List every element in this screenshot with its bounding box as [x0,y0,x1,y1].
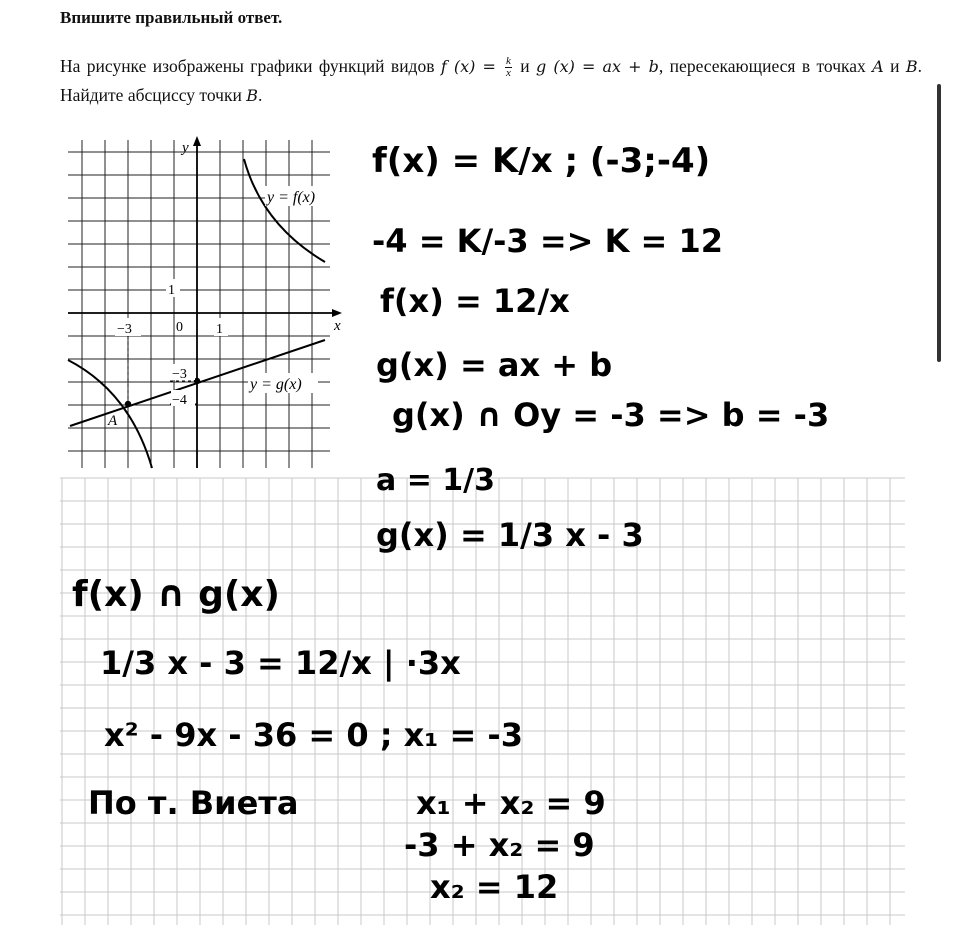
x-axis-arrow [332,309,342,317]
solution-line-8: f(x) ∩ g(x) [72,574,280,615]
tick-y-1: 1 [168,283,175,298]
point-a-label: A [108,413,118,429]
tick-x-neg3: −3 [117,322,132,337]
tick-y-neg3: −3 [172,367,187,382]
y-axis-label: y [182,140,189,156]
problem-text: На рисунке изображены графики функций видов [60,56,441,76]
solution-line-9: 1/3 x - 3 = 12/x | ·3x [100,644,461,682]
solution-line-5: g(x) ∩ Oy = -3 => b = -3 [392,396,830,434]
tick-y-neg4: −4 [172,393,187,408]
g-definition: g (x) = ax + b [536,57,659,76]
solution-line-13: -3 + x₂ = 9 [404,826,595,864]
solution-line-1: f(x) = K/x ; (-3;-4) [372,141,711,181]
line-g-label: y = g(x) [250,376,302,393]
task-heading: Впишите правильный ответ. [60,8,283,27]
point-a [125,401,131,407]
function-graph [68,136,342,468]
solution-line-11: По т. Виета [88,784,299,822]
solution-line-2: -4 = K/-3 => K = 12 [372,222,723,260]
point-a-ref: A [872,57,884,76]
problem-statement: На рисунке изображены графики функций видов f (x) = $\frac{k}{x}$ и g (x) = ax + b, пересекающиеся в точках A и B. Найдите абсциссу точки B. [60,55,923,105]
curve-f-label: y = f(x) [267,189,316,206]
f-definition: f (x) = [440,57,503,76]
solution-line-14: x₂ = 12 [430,868,559,906]
k-over-x-fraction: $\frac{k}{x}$ [506,55,511,80]
point-b-ref: B [905,57,918,76]
tick-origin: 0 [176,320,183,335]
solution-line-6: a = 1/3 [376,463,495,498]
solution-line-12: x₁ + x₂ = 9 [416,784,606,822]
solution-line-4: g(x) = ax + b [376,346,613,384]
solution-line-10: x² - 9x - 36 = 0 ; x₁ = -3 [104,716,523,754]
tick-x-1: 1 [216,322,223,337]
solution-line-3: f(x) = 12/x [380,282,570,320]
solution-line-7: g(x) = 1/3 x - 3 [376,516,644,554]
x-axis-label: x [334,318,341,334]
